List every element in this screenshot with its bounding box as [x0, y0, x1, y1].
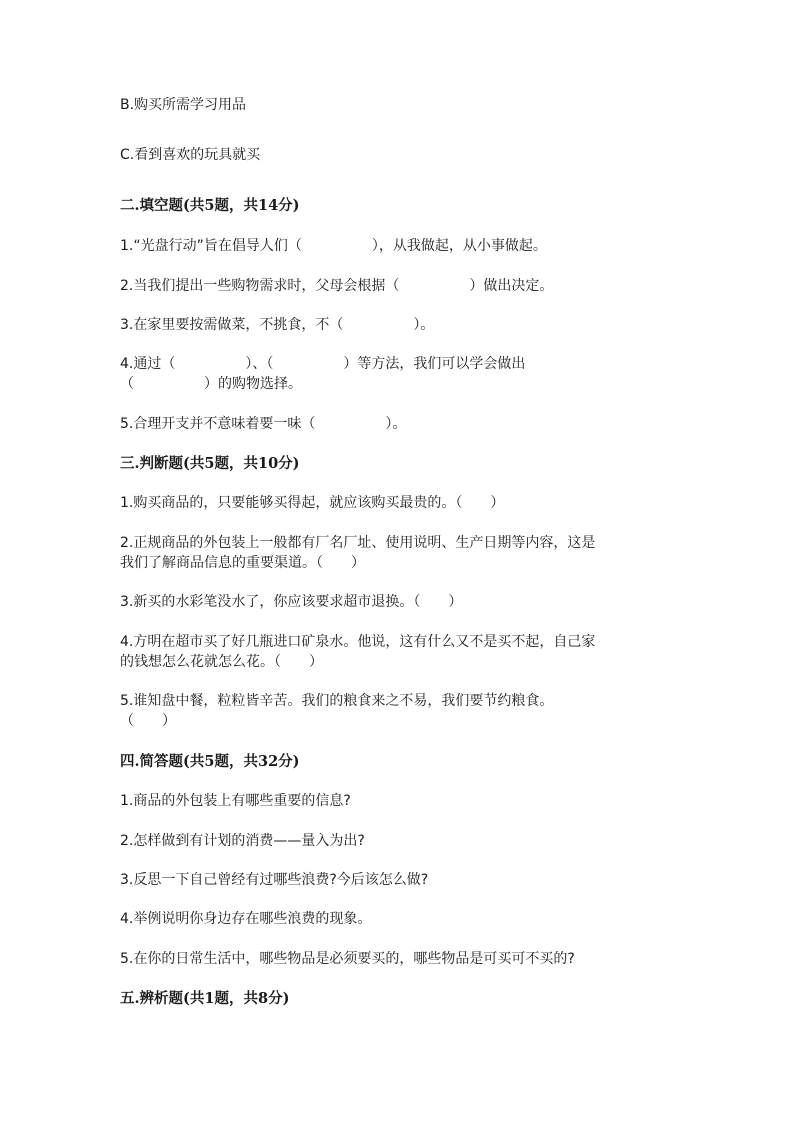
option-c: C.看到喜欢的玩具就买: [120, 147, 261, 163]
true-false-question-4-line-2: 的钱想怎么花就怎么花。（ ）: [120, 654, 323, 670]
true-false-question-3: 3.新买的水彩笔没水了，你应该要求超市退换。（ ）: [120, 594, 463, 610]
section-heading-true-false: 三.判断题(共5题，共10分): [120, 455, 300, 472]
true-false-question-1: 1.购买商品的，只要能够买得起，就应该购买最贵的。（ ）: [120, 495, 505, 511]
fill-blank-question-3: 3.在家里要按需做菜，不挑食，不（ ）。: [120, 317, 435, 333]
true-false-question-4-line-1: 4.方明在超市买了好几瓶进口矿泉水。他说，这有什么又不是买不起，自己家: [120, 634, 596, 650]
fill-blank-question-1: 1.“光盘行动”旨在倡导人们（ ），从我做起，从小事做起。: [120, 238, 547, 254]
true-false-question-5-line-2: （ ）: [120, 713, 176, 729]
section-heading-analysis: 五.辨析题(共1题，共8分): [120, 990, 290, 1007]
fill-blank-question-2: 2.当我们提出一些购物需求时，父母会根据（ ）做出决定。: [120, 278, 554, 294]
short-answer-question-4: 4.举例说明你身边存在哪些浪费的现象。: [120, 911, 372, 927]
true-false-question-5-line-1: 5.谁知盘中餐，粒粒皆辛苦。我们的粮食来之不易，我们要节约粮食。: [120, 693, 554, 709]
true-false-question-2-line-1: 2.正规商品的外包装上一般都有厂名厂址、使用说明、生产日期等内容，这是: [120, 535, 596, 551]
section-heading-fill-blank: 二.填空题(共5题，共14分): [120, 197, 300, 214]
fill-blank-question-4-line-1: 4.通过（ ）、（ ）等方法，我们可以学会做出: [120, 356, 526, 372]
section-heading-short-answer: 四.简答题(共5题，共32分): [120, 753, 300, 770]
short-answer-question-2: 2.怎样做到有计划的消费——量入为出?: [120, 833, 365, 849]
fill-blank-question-5: 5.合理开支并不意味着要一味（ ）。: [120, 416, 407, 432]
fill-blank-question-4-line-2: （ ）的购物选择。: [120, 376, 302, 392]
short-answer-question-1: 1.商品的外包装上有哪些重要的信息?: [120, 793, 351, 809]
short-answer-question-5: 5.在你的日常生活中，哪些物品是必须要买的，哪些物品是可买可不买的?: [120, 951, 575, 967]
option-b: B.购买所需学习用品: [120, 97, 247, 113]
true-false-question-2-line-2: 我们了解商品信息的重要渠道。（ ）: [120, 555, 365, 571]
short-answer-question-3: 3.反思一下自己曾经有过哪些浪费?今后该怎么做?: [120, 872, 429, 888]
